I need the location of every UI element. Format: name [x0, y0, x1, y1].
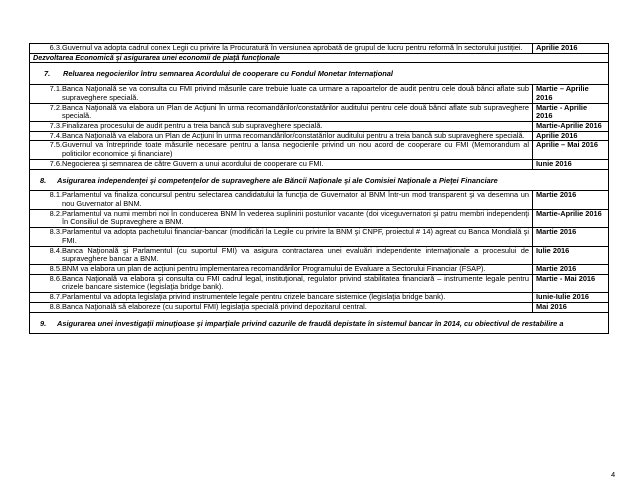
- objective-heading: [30, 312, 609, 334]
- action-cell: [30, 85, 533, 103]
- table-row: [30, 312, 609, 334]
- action-text: Negocierea şi semnarea de către Guvern a unui acordului de cooperare cu FMI.: [62, 158, 324, 168]
- deadline-cell: Martie-Aprilie 2016: [533, 121, 609, 131]
- objective-number: 7.: [44, 69, 51, 79]
- action-number: 8.3.: [49, 227, 62, 237]
- action-text: Banca Naţională să elaboreze (cu suportul FMI) legislaţia specială privind depozitarul central.: [62, 301, 367, 311]
- action-cell: [30, 103, 533, 121]
- action-text: BNM va elabora un plan de acţiuni pentru implementarea recomandărilor Programului de Evaluare a Sectorului Financiar (FSAP).: [62, 263, 486, 273]
- action-text: Banca Naţională va elabora şi consulta cu FMI cadrul legal, instituţional, regulator privind stabilitatea financiară – instrumente legale pentru crizele bancare sistemice (legislaţia bridge bank).: [62, 273, 529, 292]
- action-cell: [30, 302, 533, 312]
- table-row: [30, 85, 609, 103]
- action-cell: [30, 293, 533, 303]
- table-row: [30, 141, 609, 159]
- table-row: [30, 264, 609, 274]
- action-number: 8.6.: [49, 273, 62, 283]
- action-text: Parlamentul va adopta pachetului financiar-bancar (modificări la Legile cu privire la BNM şi CNPF, proiectul # 14) agreat cu Banca Mondială şi FMI.: [62, 227, 529, 245]
- objective-heading: [30, 63, 609, 85]
- table-row: [30, 302, 609, 312]
- action-text: Parlamentul va finaliza concursul pentru selectarea candidatului la funcţia de Guvernator al BNM într-un mod transparent şi va desemna un nou Guvernator al BNM.: [62, 190, 529, 208]
- action-text: Banca Naţională şi Parlamentul (cu suportul FMI) va asigura contractarea unei evaluări independente internaţionale a procesului de supraveghere bancar a BNM.: [62, 245, 529, 264]
- deadline-cell: Iunie-Iulie 2016: [533, 293, 609, 303]
- action-cell: [30, 228, 533, 246]
- action-number: 7.2.: [49, 102, 62, 112]
- table-row: [30, 191, 609, 209]
- deadline-cell: Martie-Aprilie 2016: [533, 209, 609, 227]
- objective-text: Asigurarea unei investigaţii minuţioase şi imparţiale privind cazurile de fraudă depistate în sistemul bancar în 2014, cu obiectivul de restabilire a: [57, 318, 564, 328]
- table-row: [30, 103, 609, 121]
- action-number: 8.1.: [49, 190, 62, 200]
- action-number: 8.8.: [49, 301, 62, 311]
- table-row: [30, 53, 609, 63]
- deadline-cell: Martie 2016: [533, 191, 609, 209]
- table-row: [30, 228, 609, 246]
- table-row: [30, 44, 609, 54]
- action-cell: [30, 141, 533, 159]
- table-row: [30, 246, 609, 264]
- action-number: 7.5.: [49, 140, 62, 150]
- action-text: Guvernul va întreprinde toate măsurile necesare pentru a lansa negocierile privind un nou acord de cooperare cu FMI (Memorandum al politicilor economice şi financiare): [62, 140, 529, 159]
- deadline-cell: Iunie 2016: [533, 159, 609, 169]
- deadline-cell: Martie 2016: [533, 228, 609, 246]
- table-row: [30, 63, 609, 85]
- deadline-cell: Aprilie – Mai 2016: [533, 141, 609, 159]
- action-text: Parlamentul va adopta legislaţia privind instrumentele legale pentru crizele bancare sistemice (legislaţia bridge bank).: [62, 292, 446, 302]
- action-text: Parlamentul va numi membri noi în conducerea BNM în vederea suplinirii posturilor vacante (doi viceguvernatori şi patru membri independenţi în Consiliul de Supraveghere a BNM.: [62, 208, 529, 227]
- table-row: [30, 121, 609, 131]
- deadline-cell: Aprilie 2016: [533, 44, 609, 54]
- action-number: 6.3.: [49, 43, 62, 52]
- action-text: Guvernul va adopta cadrul conex Legii cu privire la Procuratură în versiunea aprobată de grupul de lucru pentru reformă în sectorului justiției.: [62, 43, 523, 53]
- objective-number: 9.: [40, 318, 47, 328]
- action-cell: [30, 121, 533, 131]
- action-number: 8.5.: [49, 263, 62, 273]
- action-cell: [30, 159, 533, 169]
- objective-heading: [30, 169, 609, 191]
- table-row: [30, 293, 609, 303]
- deadline-cell: Mai 2016: [533, 302, 609, 312]
- action-number: 7.6.: [49, 158, 62, 168]
- action-number: 8.7.: [49, 292, 62, 302]
- deadline-cell: Aprilie 2016: [533, 131, 609, 141]
- table-row: [30, 169, 609, 191]
- action-number: 8.2.: [49, 208, 62, 218]
- action-text: Banca Naţională va elabora un Plan de Acţiuni în urma recomandărilor/constatărilor auditului pentru cele două bănci aflate sub supraveghere specială.: [62, 102, 529, 121]
- action-cell: [30, 274, 533, 292]
- action-cell: [30, 264, 533, 274]
- objective-number: 8.: [40, 175, 47, 185]
- action-number: 7.4.: [49, 130, 62, 140]
- page-number: 4: [611, 470, 616, 479]
- action-cell: [30, 191, 533, 209]
- objective-text: Reluarea negocierilor întru semnarea Acordului de cooperare cu Fondul Monetar Internaţional: [63, 69, 393, 79]
- deadline-cell: Iulie 2016: [533, 246, 609, 264]
- deadline-cell: Martie - Aprilie 2016: [533, 103, 609, 121]
- action-cell: [30, 209, 533, 227]
- action-number: 7.3.: [49, 120, 62, 130]
- section-heading: Dezvoltarea Economică şi asigurarea unei economii de piaţă funcţionale: [30, 53, 609, 63]
- action-text: Banca Naţională se va consulta cu FMI privind măsurile care trebuie luate ca urmare a rapoartelor de audit pentru cele două bănci aflate sub supraveghere specială.: [62, 84, 529, 102]
- table-row: [30, 274, 609, 292]
- action-cell: [30, 246, 533, 264]
- action-number: 7.1.: [49, 84, 62, 94]
- action-cell: [30, 44, 533, 54]
- action-text: Finalizarea procesului de audit pentru a treia bancă sub supraveghere specială.: [62, 120, 323, 130]
- action-plan-table: [29, 43, 609, 334]
- objective-text: Asigurarea independenţei şi competenţelor de supraveghere ale Băncii Naţionale şi ale Comisiei Naţionale a Pieţei Financiare: [57, 175, 498, 185]
- action-text: Banca Naţională va elabora un Plan de Acţiuni în urma recomandărilor/constatărilor auditului pentru a treia bancă sub supraveghere specială.: [62, 130, 525, 140]
- deadline-cell: Martie – Aprilie 2016: [533, 85, 609, 103]
- action-number: 8.4.: [49, 245, 62, 255]
- table-row: [30, 209, 609, 227]
- deadline-cell: Martie 2016: [533, 264, 609, 274]
- deadline-cell: Martie - Mai 2016: [533, 274, 609, 292]
- table-row: [30, 159, 609, 169]
